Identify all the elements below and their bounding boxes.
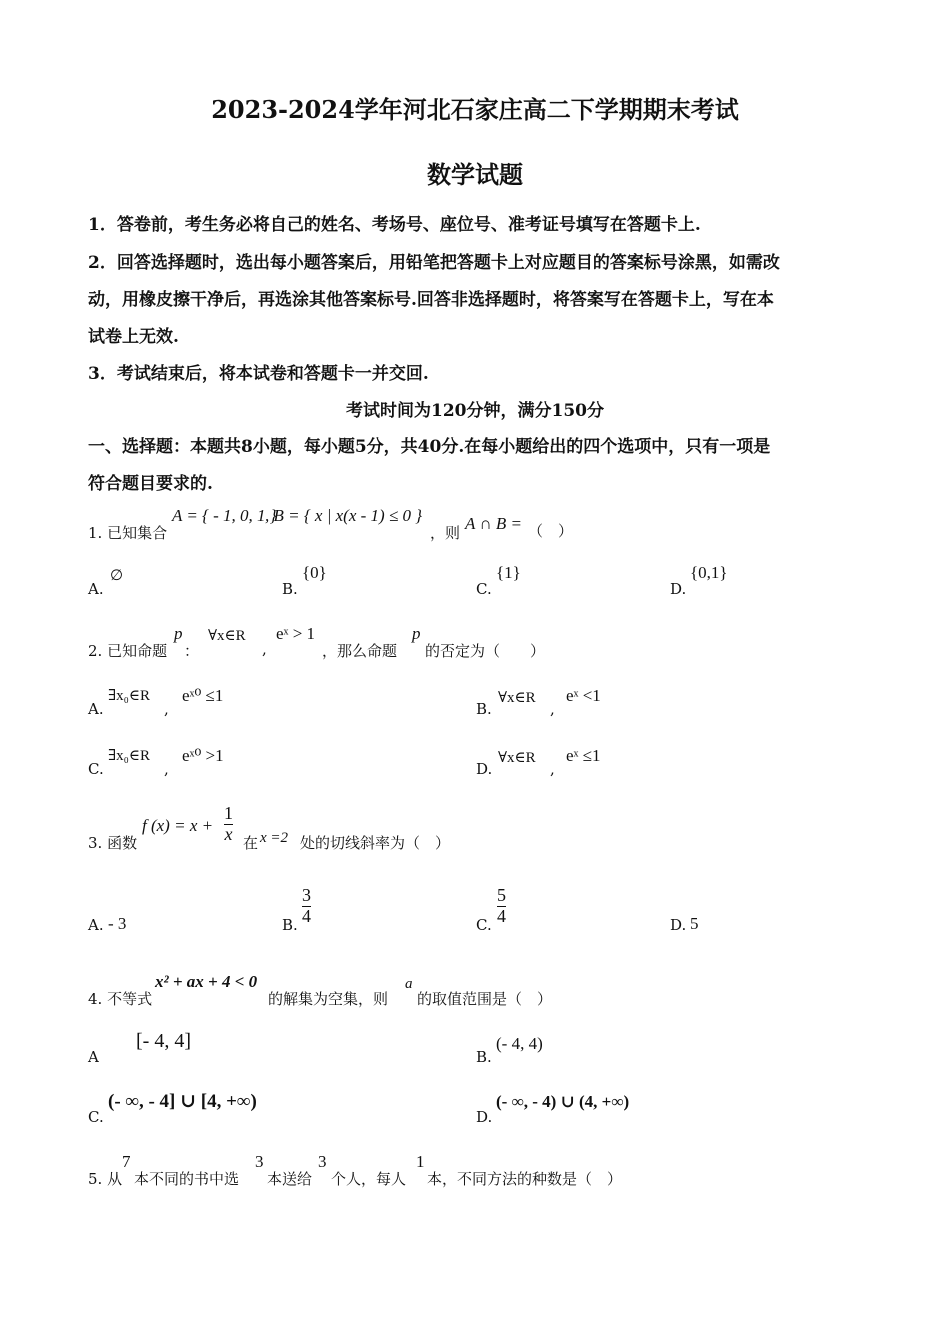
instruction-3: 3．考试结束后，将本试卷和答题卡一并交回. xyxy=(88,364,429,384)
question-2-option-b-quantifier: ∀x∈R xyxy=(498,690,536,706)
question-2-option-a-expr: eˣ⁰ ≤1 xyxy=(182,686,224,705)
question-2-colon: ： xyxy=(184,642,200,660)
question-5-number-3b: 3 xyxy=(318,1152,327,1171)
question-3-option-c-label: C. xyxy=(476,916,492,934)
question-2-stem-a: 2. 已知命题 xyxy=(88,642,168,660)
question-2-condition: ∀x∈R xyxy=(208,628,246,644)
question-1-stem-b: ，则 xyxy=(430,524,461,542)
instruction-1: 1．答卷前，考生务必将自己的姓名、考场号、座位号、准考证号填写在答题卡上. xyxy=(88,215,701,235)
question-3-option-a-math: - 3 xyxy=(108,914,127,933)
question-4-option-c-math: (- ∞, - 4] ∪ [4, +∞) xyxy=(108,1091,257,1112)
question-3-stem-a: 3. 函数 xyxy=(88,834,138,852)
instruction-2-line-1: 2．回答选择题时，选出每小题答案后，用铅笔把答题卡上对应题目的答案标号涂黑，如需改 xyxy=(88,253,780,273)
question-2-option-c-label: C. xyxy=(88,760,104,778)
question-5-text-2: 本不同的书中选 xyxy=(134,1170,240,1188)
question-4-option-a-math: [- 4, 4] xyxy=(136,1030,191,1052)
question-2-option-b-label: B. xyxy=(476,700,492,718)
question-3-option-b-denominator: 4 xyxy=(302,905,311,926)
question-2-option-d-quantifier: ∀x∈R xyxy=(498,750,536,766)
question-5-text-3: 本送给 xyxy=(267,1170,313,1188)
question-2-stem-c: 的否定为（ ） xyxy=(425,642,546,660)
question-1-option-b-math: {0} xyxy=(302,563,327,582)
instruction-2-line-2: 动，用橡皮擦干净后，再选涂其他答案标号.回答非选择题时，将答案写在答题卡上，写在本 xyxy=(88,290,774,310)
question-2-option-d-expr: eˣ ≤1 xyxy=(566,746,601,765)
question-2-option-d-label: D. xyxy=(476,760,493,778)
question-1-set-a: A = { - 1, 0, 1 } xyxy=(172,506,277,525)
question-3-fraction-denominator: x xyxy=(224,823,233,844)
question-2-stem-b: ，那么命题 xyxy=(322,642,398,660)
question-4-stem-c: 的取值范围是（ ） xyxy=(417,990,553,1008)
question-4-option-a-label: A xyxy=(88,1048,99,1066)
question-2-option-c-quantifier: ∃x₀∈R xyxy=(108,748,150,764)
question-1-option-d-label: D. xyxy=(670,580,687,598)
question-3-option-c-denominator: 4 xyxy=(497,905,506,926)
section-heading-line-1: 一、选择题：本题共8小题，每小题5分，共40分.在每小题给出的四个选项中，只有一项是 xyxy=(88,437,771,457)
question-4-option-d-label: D. xyxy=(476,1108,493,1126)
question-3-option-c-fraction xyxy=(497,886,506,927)
question-2-option-b-sep: , xyxy=(550,700,555,718)
question-3-option-b-fraction xyxy=(302,886,311,927)
question-3-fraction xyxy=(224,804,233,845)
question-4-option-c-label: C. xyxy=(88,1108,104,1126)
question-2-option-a-label: A. xyxy=(88,700,104,718)
question-1-set-b: , B = { x | x(x - 1) ≤ 0 } xyxy=(265,506,423,525)
section-heading-line-2: 符合题目要求的. xyxy=(88,474,213,494)
question-2-option-a-sep: , xyxy=(164,700,169,718)
question-2-inequality: eˣ > 1 xyxy=(276,624,316,643)
question-2-option-d-sep: , xyxy=(550,760,555,778)
question-4-option-b-label: B. xyxy=(476,1048,492,1066)
question-4-option-b-math: (- 4, 4) xyxy=(496,1034,543,1053)
question-1-option-d-math: {0,1} xyxy=(690,563,728,582)
question-3-option-b-numerator: 3 xyxy=(302,885,311,905)
question-3-option-c-numerator: 5 xyxy=(497,885,506,905)
question-4-inequality: x² + ax + 4 < 0 xyxy=(155,972,258,991)
question-1-option-a-label: A. xyxy=(88,580,104,598)
question-3-option-b-label: B. xyxy=(282,916,298,934)
question-5-text-1: 5. 从 xyxy=(88,1170,123,1188)
question-2-p-again: p xyxy=(412,624,421,643)
question-3-stem-c: 处的切线斜率为（ ） xyxy=(300,834,451,852)
question-3-fraction-numerator: 1 xyxy=(224,803,233,823)
instruction-2-line-3: 试卷上无效. xyxy=(88,327,179,347)
question-4-stem-b: 的解集为空集，则 xyxy=(268,990,389,1008)
question-5-number-7: 7 xyxy=(122,1152,131,1171)
question-2-option-b-expr: eˣ <1 xyxy=(566,686,601,705)
question-1-stem-a: 1. 已知集合 xyxy=(88,524,168,542)
question-2-comma: , xyxy=(262,640,267,658)
question-5-number-3a: 3 xyxy=(255,1152,264,1171)
question-1-option-b-label: B. xyxy=(282,580,298,598)
question-5-text-4: 个人，每人 xyxy=(331,1170,407,1188)
question-2-p: p xyxy=(174,624,183,643)
question-3-option-d-math: 5 xyxy=(690,914,699,933)
question-2-option-c-sep: , xyxy=(164,760,169,778)
question-1-expr: A ∩ B = xyxy=(465,514,522,533)
question-2-option-a-quantifier: ∃x₀∈R xyxy=(108,688,150,704)
question-4-option-d-math: (- ∞, - 4) ∪ (4, +∞) xyxy=(496,1092,630,1111)
question-3-option-d-label: D. xyxy=(670,916,687,934)
question-3-point: x =2 xyxy=(260,830,289,846)
exam-time-note: 考试时间为120分钟，满分150分 xyxy=(346,401,604,421)
question-5-text-5: 本，不同方法的种数是（ ） xyxy=(427,1170,623,1188)
question-1-option-a-math: ∅ xyxy=(110,568,124,584)
question-4-a: a xyxy=(405,976,413,992)
question-3-option-a-label: A. xyxy=(88,916,104,934)
page-title: 2023-2024学年河北石家庄高二下学期期末考试 xyxy=(211,95,739,124)
question-2-option-c-expr: eˣ⁰ >1 xyxy=(182,746,224,765)
question-1-paren: （ ） xyxy=(528,522,574,540)
question-4-stem-a: 4. 不等式 xyxy=(88,990,153,1008)
question-3-stem-b: 在 xyxy=(243,834,259,852)
question-5-number-1: 1 xyxy=(416,1152,425,1171)
question-1-option-c-label: C. xyxy=(476,580,492,598)
question-3-function: f (x) = x + xyxy=(142,816,214,835)
page-subtitle: 数学试题 xyxy=(427,160,523,189)
question-1-option-c-math: {1} xyxy=(496,563,521,582)
